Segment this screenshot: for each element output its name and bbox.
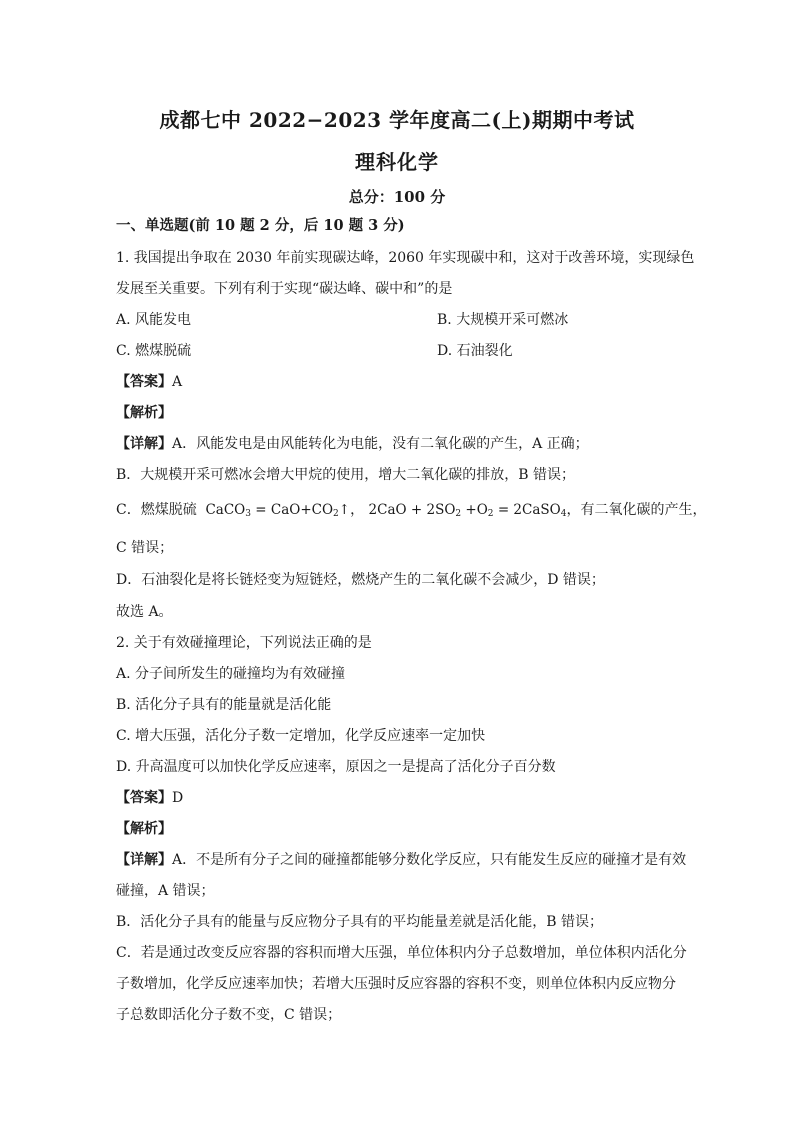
q2-analysis-tag: 【解析】 [116, 821, 172, 837]
chemical-equation-1: CaCO$_3$ = $CaO+CO_2↑$ [201, 502, 351, 519]
q2-option-b: B. 活化分子具有的能量就是活化能 [116, 697, 332, 713]
detail-text: A．不是所有分子之间的碰撞都能够分数化学反应，只有能发生反应的碰撞才是有效 [172, 852, 687, 868]
detail-c-suffix: ，有二氧化碳的产生， [566, 502, 707, 518]
q1-option-c: C. 燃煤脱硫 [116, 343, 192, 359]
q1-option-d: D. 石油裂化 [437, 343, 513, 359]
q1-option-a: A. 风能发电 [116, 312, 192, 328]
q1-answer [116, 372, 182, 392]
answer-value: D [172, 790, 184, 806]
q1-stem-line1: 1. 我国提出争取在 2030 年前实现碳达峰，2060 年实现碳中和，这对于改善环境，实现绿色 [116, 250, 695, 266]
q2-stem: 2. 关于有效碰撞理论，下列说法正确的是 [116, 635, 372, 651]
q2-detail-c-line2: 子数增加，化学反应速率加快；若增大压强时反应容器的容积不变，则单位体积内反应物分 [116, 976, 676, 992]
detail-tag: 【详解】 [116, 436, 172, 452]
exam-total-score: 总分：100 分 [348, 188, 446, 206]
q2-option-d: D. 升高温度可以加快化学反应速率，原因之一是提高了活化分子百分数 [116, 759, 556, 775]
detail-tag: 【详解】 [116, 852, 172, 868]
q1-conclusion: 故选 A。 [116, 604, 173, 620]
q2-option-c: C. 增大压强，活化分子数一定增加，化学反应速率一定加快 [116, 728, 486, 744]
answer-tag: 【答案】 [116, 374, 172, 390]
answer-tag: 【答案】 [116, 790, 172, 806]
q2-answer [116, 788, 183, 808]
q1-stem-line2: 发展至关重要。下列有利于实现“碳达峰、碳中和”的是 [116, 281, 453, 297]
q2-detail-a-line1 [116, 850, 686, 870]
chemical-equation-2: $2CaO + 2SO_2 +O_2$ = 2CaSO$_4$ [368, 502, 567, 519]
detail-c-prefix: C．燃煤脱硫 [116, 502, 197, 518]
q1-detail-d: D．石油裂化是将长链烃变为短链烃，燃烧产生的二氧化碳不会减少，D 错误； [116, 572, 605, 588]
q1-detail-c: C．燃煤脱硫 CaCO$_3$ = $CaO+CO_2↑$， $2CaO + 2SO_2 +O_2$ = 2CaSO$_4$，有二氧化碳的产生， [116, 502, 707, 519]
exam-title: 成都七中 2022−2023 学年度高二(上)期期中考试 [159, 108, 635, 132]
q2-detail-b: B．活化分子具有的能量与反应物分子具有的平均能量差就是活化能，B 错误； [116, 914, 604, 930]
q2-detail-c-line3: 子总数即活化分子数不变，C 错误； [116, 1007, 342, 1023]
answer-value: A [172, 374, 183, 390]
q1-analysis-tag: 【解析】 [116, 405, 172, 421]
q1-detail-a [116, 434, 589, 454]
section-heading: 一、单选题(前 10 题 2 分，后 10 题 3 分) [116, 217, 405, 234]
q2-detail-c-line1: C．若是通过改变反应容器的容积而增大压强，单位体积内分子总数增加，单位体积内活化分 [116, 945, 687, 961]
detail-text: A．风能发电是由风能转化为电能，没有二氧化碳的产生，A 正确； [172, 436, 589, 452]
q1-detail-c-line2: C 错误； [116, 540, 174, 556]
q2-option-a: A. 分子间所发生的碰撞均为有效碰撞 [116, 666, 346, 682]
q1-detail-b: B．大规模开采可燃冰会增大甲烷的使用，增大二氧化碳的排放，B 错误； [116, 467, 576, 483]
q2-detail-a-line2: 碰撞，A 错误； [116, 883, 215, 899]
exam-subject: 理科化学 [355, 150, 439, 174]
q1-option-b: B. 大规模开采可燃冰 [437, 312, 569, 328]
